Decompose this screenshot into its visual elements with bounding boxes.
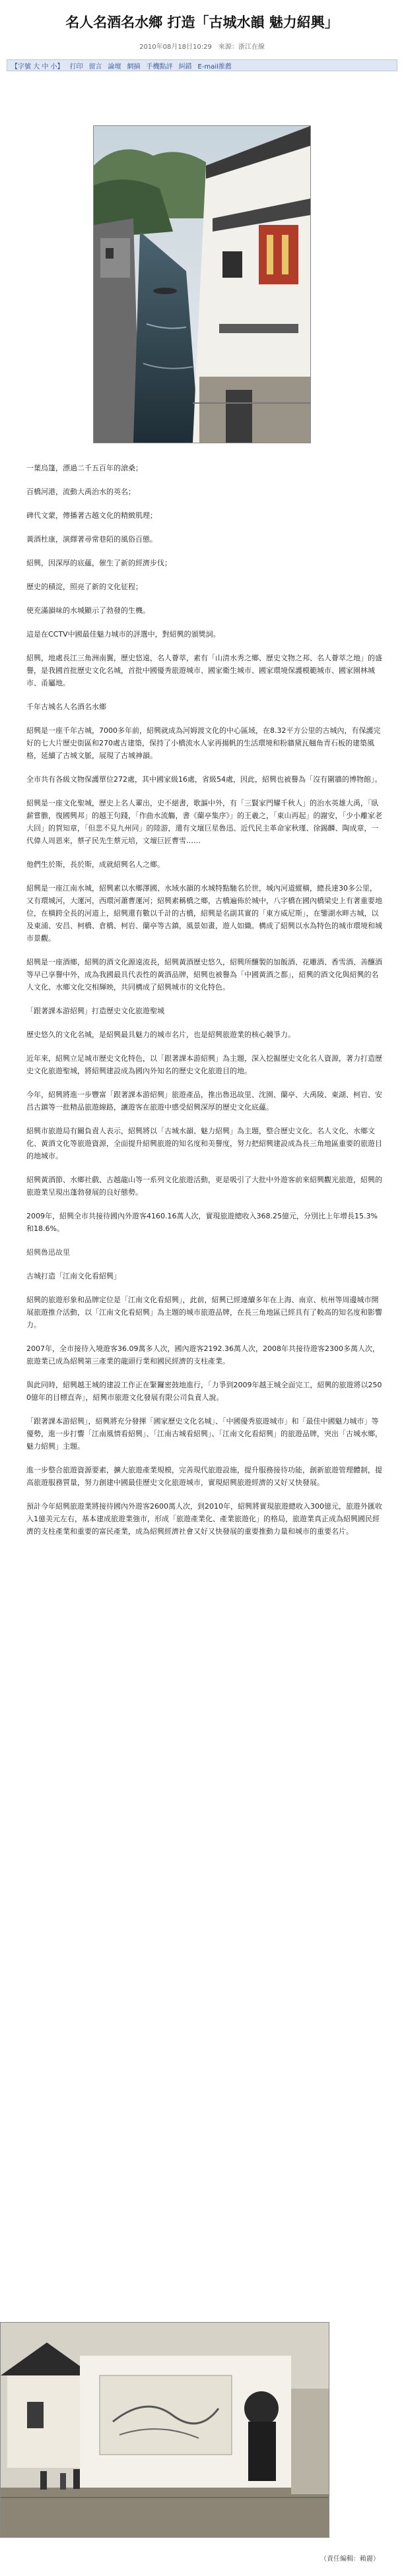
photo-caption: 紹興魯迅故里 (26, 1248, 70, 1257)
article-paragraph: 紹興是一座千年古城，7000多年前，紹興就成為河姆渡文化的中心區域，在8.32平方公里的古城內，有保護完好的七大片歷史街區和270處古建築，保持了小橋流水人家再揚帆的生活環境和粉牆黛瓦翹角青石板的建築風格，延續了古城文脈，展現了古城神韻。 (26, 726, 381, 760)
article-paragraph: 與此同時，紹興越王城的建設工作正在緊鑼密鼓地進行，「力爭到2009年越王城全面完工，紹興的旅遊將以2500億年的目標直奔」，紹興市旅遊文化發展有限公司負責人說。 (26, 1381, 382, 1402)
section-subheading: 「跟著課本游紹興」打造歷史文化旅遊聖城 (26, 1007, 164, 1015)
article-toolbar (7, 59, 397, 71)
article-paragraph: 預計今年紹興旅遊業將接待國內外遊客2600萬人次，到2010年，紹興將實現旅遊總收入300億元，旅遊外匯收入1億美元左右，基本建成旅遊業強市，形成「旅遊產業化、產業旅遊化」的格局，旅遊業真正成為紹興國民經濟的支柱產業和重要的富民產業，成為紹興經濟社會又好又快發展的重要推動力量和城市的重要名片。 (26, 1502, 382, 1536)
article-paragraph: 進一步整合旅遊資源要素，擴大旅遊產業規模，完善現代旅遊設施，提升服務接待功能，創新旅遊管理體制，提高旅遊服務質量，努力創建中國最佳歷史文化旅遊城市，實現紹興旅遊經濟的又好又快發展。 (26, 1466, 382, 1487)
article-paragraph: 紹興黃酒節、水鄉社戲、古越龍山等一系列文化旅遊活動，更是吸引了大批中外遊客前來紹興觀光旅遊，紹興的旅遊業呈現出蓬勃發展的良好態勢。 (26, 1176, 382, 1197)
print-link[interactable]: 打印 (69, 63, 83, 71)
article-paragraph: 黃酒杜康，演繹著尋常巷陌的風俗百態。 (26, 535, 157, 544)
font-size-control[interactable]: 【字號 大 中 小】 (11, 63, 64, 71)
canal-photo (93, 125, 311, 443)
report-error-link[interactable]: 糾錯 (178, 63, 192, 71)
article-paragraph: 2007年，全市接待入境遊客36.09萬多人次，國內遊客2192.36萬人次，2008年共接待遊客2300多萬人次，旅遊業已成為紹興第三產業的龍頭行業和國民經濟的支柱產業。 (26, 1344, 380, 1366)
section-subheading: 千年古城名人名酒名水鄉 (26, 703, 106, 711)
article-paragraph: 他們生於斯，長於斯，成就紹興名人之鄉。 (26, 860, 164, 869)
article-paragraph: 紹興是一座文化聖城，歷史上名人輩出，史不絕書，歌謳中外，有「三賢家門耀千秋人」的治水英雄大禹，「臥薪嘗膽，復國興邦」的越王句踐，「作曲水流觴，書《蘭亭集序》」的王羲之，「東山再起」的謝安，「少小離家老大回」的賀知章，「但悲不見九州同」的陸游，還有文壇巨星魯迅、近代民主革命家秋瑾、徐錫麟、陶成章，一代偉人周恩來，蔡孑民先生蔡元培，文壇巨匠曹雪…… (26, 799, 382, 845)
article-paragraph: 這是在CCTV中國最佳魅力城市的評選中，對紹興的頒獎詞。 (26, 630, 220, 639)
article-body (26, 462, 383, 1549)
email-recommend-link[interactable]: E-mail推薦 (197, 63, 232, 71)
article-meta: 2010年08月18日10:29 來源：浙江在線 (139, 44, 265, 51)
editor-credit: （責任編輯：賴麗） (320, 2556, 380, 2563)
article-paragraph: 「跟著課本游紹興」，紹興將充分發揮「國家歷史文化名城」、「中國優秀旅遊城市」和「最佳中國魅力城市」等優勢，進一步打響「江南風情看紹興」、「江南古城看紹興」、「江南文化看紹興」的旅遊品牌，突出「古城水鄉，魅力紹興」主題。 (26, 1417, 382, 1451)
article-paragraph: 紹興市旅遊局有關負責人表示，紹興將以「古城水韻、魅力紹興」為主題，整合歷史文化、名人文化、水鄉文化、黃酒文化等旅遊資源，全面提升紹興旅遊的知名度和美譽度，努力把紹興建設成為長三角地區重要的旅遊目的地城市。 (26, 1127, 382, 1160)
article-title: 名人名酒名水鄉 打造「古城水韻 魅力紹興」 (65, 15, 339, 30)
article-paragraph: 一葉烏篷，漂過二千五百年的滄桑； (26, 464, 143, 472)
article-paragraph: 紹興的旅遊形象和品牌定位是「江南文化看紹興」，此前，紹興已經連續多年在上海、南京、杭州等周邊城市開展旅遊推介活動，以「江南文化看紹興」為主題的城市旅遊品牌，在長三角地區已經具有了較高的知名度和影響力。 (26, 1296, 382, 1329)
article-paragraph: 使充滿韻味的水城顯示了勃發的生機。 (26, 606, 150, 615)
article-paragraph: 全市共有各級文物保護單位272處，其中國家級16處，省級54處，因此，紹興也被譽為「沒有圍牆的博物館」。 (26, 775, 382, 784)
bookmark-link[interactable]: 網摘 (127, 63, 141, 71)
section-subheading: 古城打造「江南文化看紹興」 (26, 1272, 121, 1280)
forum-link[interactable]: 論壇 (108, 63, 121, 71)
article-paragraph: 紹興，地處長江三角洲南翼，歷史悠遠，名人薈萃，素有「山清水秀之鄉、歷史文物之邦、名人薈萃之地」的盛譽，是我國首批歷史文化名城，首批中國優秀旅遊城市、國家衛生城市、國家環境保護模範城市、國家園林城市、甬屬地。 (26, 654, 382, 687)
luxun-hometown-photo (0, 2322, 329, 2538)
article-paragraph: 百橋河港，流動大禹治水的英名； (26, 487, 135, 496)
article-paragraph: 歷史悠久的文化名城，是紹興最具魅力的城市名片，也是紹興旅遊業的核心競爭力。 (26, 1030, 295, 1039)
article-paragraph: 今年，紹興將進一步豐富「跟著課本游紹興」旅遊產品，推出魯迅故里、沈園、蘭亭、大禹陵、東湖、柯岩、安昌古鎮等一批精品旅遊線路，讓遊客在旅遊中感受紹興深厚的歷史文化底蘊。 (26, 1090, 382, 1112)
article-paragraph: 近年來，紹興立足城市歷史文化特色，以「跟著課本游紹興」為主題，深入挖掘歷史文化名人資源，著力打造歷史文化旅遊聖城，將紹興建設成為國內外知名的歷史文化旅遊目的地。 (26, 1054, 382, 1075)
mobile-comment-link[interactable]: 手機點評 (146, 63, 173, 71)
comment-link[interactable]: 留言 (88, 63, 102, 71)
luxun-hometown-illustration (1, 2323, 329, 2537)
article-paragraph: 紹興是一座江南水城，紹興素以水鄉澤國、水域水韻的水城特點馳名於世，城內河道縱橫，總長達30多公里，又有環城河，大運河，西環河蕭曹運河；紹興素稱橋之鄉，古橋遍佈於城中，八字橋在國內橋梁史上有著重要地位，在橫跨全長的河道上，紹興還有數以千計的古橋，紹興是名副其實的「東方威尼斯」，在鑒湖水畔古城，以及東浦、安昌、柯橋、倉橋、柯岩、蘭亭等古鎮，風景如畫，遊人如織。構成了紹興以水為特色的城市環境和城市景觀。 (26, 884, 382, 943)
article-paragraph: 紹興是一座酒鄉，紹興的酒文化源遠流長，紹興黃酒歷史悠久，紹興所釀製的加飯酒、花雕酒、香雪酒、善釀酒等早已享譽中外，成為我國最具代表性的黃酒品牌，紹興也被譽為「中國黃酒之都」，紹興的酒文化與紹興的名人文化、水鄉文化交相輝映，共同構成了紹興城市的文化特色。 (26, 958, 382, 991)
canal-scene-illustration (94, 126, 310, 443)
article-paragraph: 歷史的積淀，照亮了新的文化征程； (26, 582, 143, 591)
article-paragraph: 碑代文蒙，傳播著古越文化的精緻肌理； (26, 511, 157, 520)
article-paragraph: 紹興，因深厚的底蘊，催生了新的經濟步伐； (26, 559, 172, 567)
article-paragraph: 2009年，紹興全市共接待國內外遊客4160.16萬人次，實現旅遊總收入368.25億元，分別比上年增長15.3%和18.6%。 (26, 1212, 378, 1233)
